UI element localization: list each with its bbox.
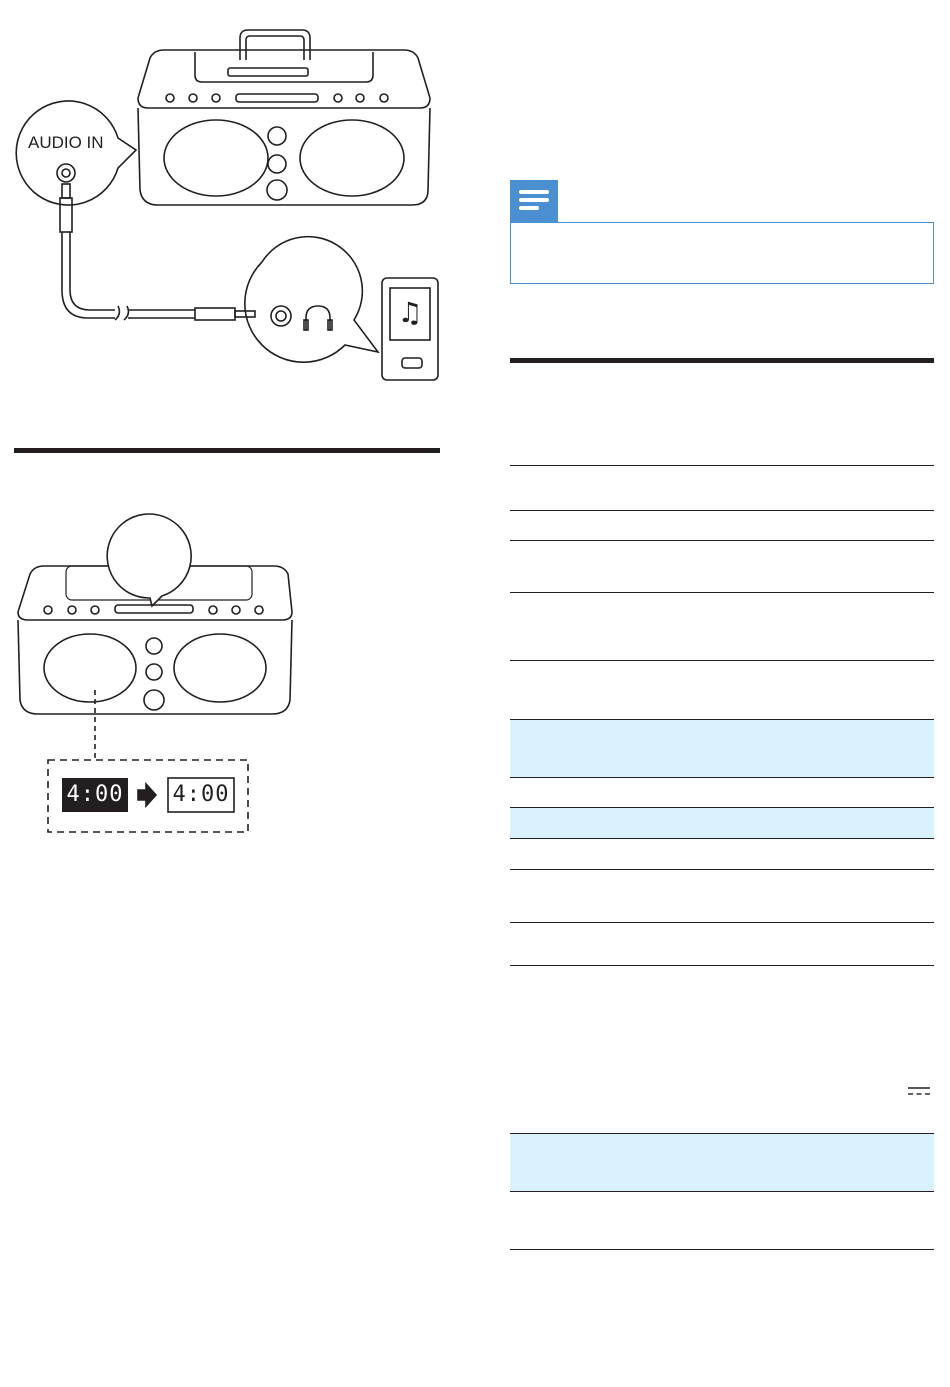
display-dim: 4:00 <box>172 782 230 807</box>
display-bright: 4:00 <box>66 782 124 807</box>
dc-symbol-icon <box>908 1086 930 1096</box>
audio-in-label: AUDIO IN <box>28 133 104 152</box>
table-row <box>510 870 934 923</box>
table-row <box>510 778 934 808</box>
table-row <box>510 661 934 720</box>
table-row <box>510 466 934 511</box>
table-row <box>510 363 934 466</box>
table-row <box>510 1134 934 1192</box>
table-row <box>510 593 934 661</box>
table-row <box>510 511 934 541</box>
table-row <box>510 720 934 778</box>
table-row <box>510 808 934 839</box>
table-row <box>510 839 934 870</box>
table-row <box>510 1192 934 1250</box>
table-row <box>510 541 934 593</box>
table-row <box>510 923 934 966</box>
note-box <box>510 222 934 284</box>
table-row <box>510 966 934 1134</box>
note-icon <box>510 180 558 222</box>
svg-text:♫: ♫ <box>397 296 423 329</box>
